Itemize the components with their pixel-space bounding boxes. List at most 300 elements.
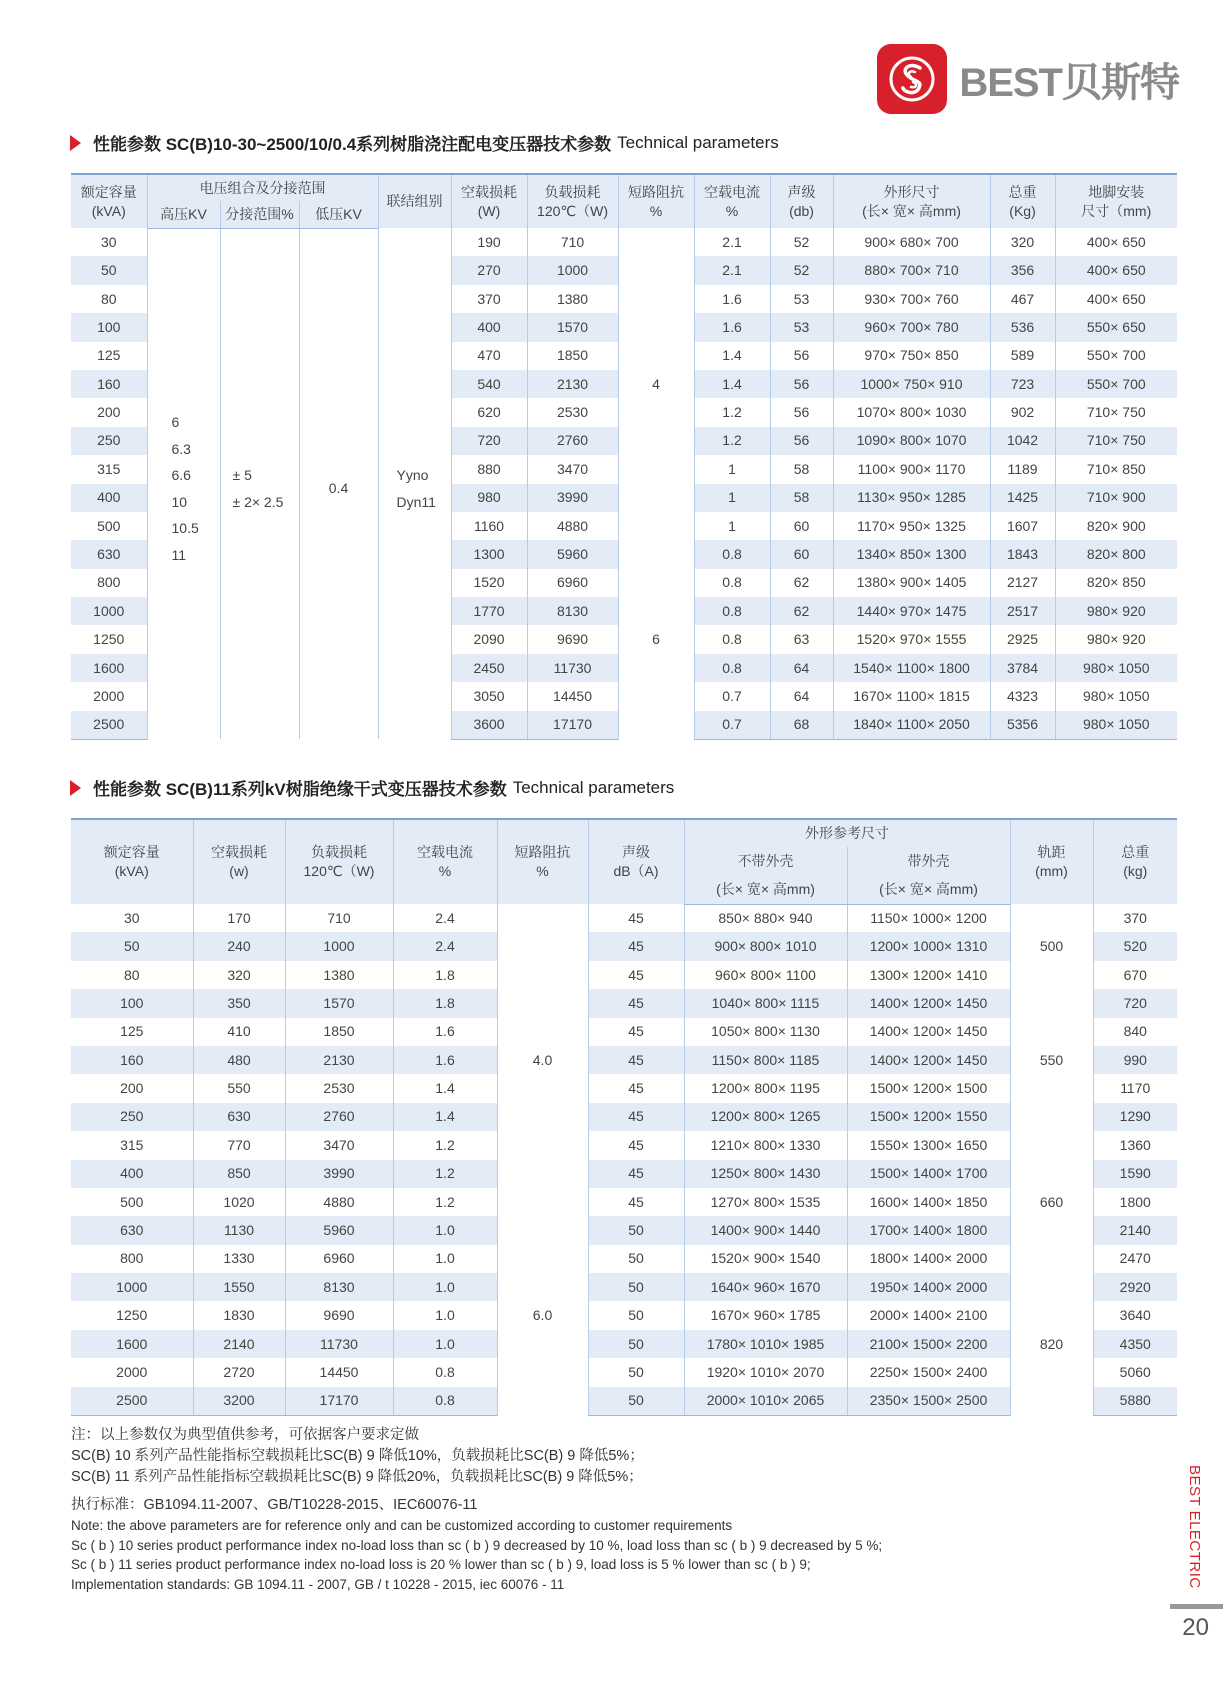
cell-noload: 470 (451, 342, 527, 370)
cell-foot: 980× 1050 (1055, 682, 1177, 710)
tap-value: ± 5 (232, 467, 252, 484)
cell-load: 2130 (527, 370, 618, 398)
cell-current: 0.8 (393, 1358, 497, 1386)
cell-noload: 320 (193, 961, 285, 989)
cell-current: 0.8 (393, 1387, 497, 1415)
triangle-bullet-icon (70, 780, 81, 796)
cell-current: 1 (694, 484, 770, 512)
cell-sound: 53 (770, 313, 833, 341)
cell-current: 1.2 (694, 398, 770, 426)
cell-noload: 880 (451, 455, 527, 483)
cell-sound: 53 (770, 285, 833, 313)
cell-noload: 770 (193, 1131, 285, 1159)
cell-dimensions: 1340× 850× 1300 (833, 540, 990, 568)
cell-no-case: 1250× 800× 1430 (684, 1160, 847, 1188)
cell-dimensions: 1670× 1100× 1815 (833, 682, 990, 710)
logo-mark-icon (877, 44, 947, 114)
tap-value: ± 2× 2.5 (232, 493, 284, 510)
cell-noload: 480 (193, 1046, 285, 1074)
cell-tap-values (220, 228, 299, 739)
cell-with-case: 1500× 1200× 1550 (847, 1103, 1010, 1131)
cell-weight: 2140 (1093, 1216, 1177, 1244)
cell-noload: 190 (451, 228, 527, 256)
cell-current: 1.8 (393, 989, 497, 1017)
cell-capacity: 630 (71, 540, 147, 568)
cell-noload: 2140 (193, 1330, 285, 1358)
cell-noload: 3200 (193, 1387, 285, 1415)
cell-foot: 710× 850 (1055, 455, 1177, 483)
cell-capacity: 1600 (71, 654, 147, 682)
header-with-case-unit: (长× 宽× 高mm) (847, 875, 1010, 904)
cell-sound: 68 (770, 711, 833, 739)
cell-no-case: 1920× 1010× 2070 (684, 1358, 847, 1386)
cell-noload: 2720 (193, 1358, 285, 1386)
cell-load: 3470 (527, 455, 618, 483)
cell-current: 0.8 (694, 654, 770, 682)
cell-with-case: 1600× 1400× 1850 (847, 1188, 1010, 1216)
cell-weight: 1607 (990, 512, 1055, 540)
header-sound: 声级 dB（A) (588, 819, 684, 904)
cell-current: 1.6 (393, 1046, 497, 1074)
cell-no-case: 900× 800× 1010 (684, 932, 847, 960)
cell-capacity: 160 (71, 370, 147, 398)
cell-impedance: 4.0 (497, 904, 588, 1216)
cell-capacity: 500 (97, 517, 121, 534)
cell-load: 2760 (527, 427, 618, 455)
cell-capacity: 50 (71, 256, 147, 284)
cell-load: 2760 (285, 1103, 393, 1131)
cell-current: 0.7 (694, 711, 770, 739)
cell-weight: 1800 (1093, 1188, 1177, 1216)
cell-current: 0.8 (694, 625, 770, 653)
cell-current: 1.4 (393, 1074, 497, 1102)
cell-no-case: 1640× 960× 1670 (684, 1273, 847, 1301)
note-standard: 执行标准：GB1094.11-2007、GB/T10228-2015、IEC60076-11 (71, 1497, 478, 1513)
cell-capacity: 500 (120, 1193, 144, 1210)
header-tap: 分接范围% (220, 201, 299, 228)
connection-value: Yyno (396, 467, 429, 484)
cell-weight: 1425 (990, 484, 1055, 512)
header-current: 空载电流 % (694, 174, 770, 228)
cell-dimensions: 970× 750× 850 (833, 342, 990, 370)
cell-sound: 45 (588, 1188, 684, 1216)
header-hv: 高压KV (147, 201, 220, 228)
cell-load: 1000 (285, 932, 393, 960)
cell-dimensions: 1540× 1100× 1800 (833, 654, 990, 682)
cell-load: 14450 (527, 682, 618, 710)
header-weight: 总重 (kg) (1093, 819, 1177, 904)
header-capacity: 额定容量 (kVA) (71, 819, 193, 904)
cell-dimensions: 1070× 800× 1030 (833, 398, 990, 426)
cell-sound: 58 (770, 455, 833, 483)
cell-weight: 840 (1093, 1018, 1177, 1046)
cell-noload: 1830 (193, 1301, 285, 1329)
cell-load: 8130 (527, 597, 618, 625)
cell-load: 9690 (285, 1301, 393, 1329)
cell-load: 710 (285, 904, 393, 932)
cell-with-case: 1400× 1200× 1450 (847, 989, 1010, 1017)
cell-sound: 45 (588, 1074, 684, 1102)
cell-noload: 1020 (193, 1188, 285, 1216)
cell-impedance: 6.0 (497, 1216, 588, 1415)
cell-weight: 1360 (1093, 1131, 1177, 1159)
cell-foot: 980× 920 (1055, 625, 1177, 653)
note-cn-3: SC(B) 11 系列产品性能指标空载损耗比SC(B) 9 降低20%，负载损耗比SC(B) 9 降低5%； (71, 1469, 643, 1485)
cell-noload: 540 (451, 370, 527, 398)
cell-load: 2530 (285, 1074, 393, 1102)
cell-foot: 980× 1050 (1055, 654, 1177, 682)
cell-current: 1.6 (694, 285, 770, 313)
cell-capacity: 100 (71, 313, 147, 341)
cell-current: 1.0 (393, 1216, 497, 1244)
cell-dimensions: 1130× 950× 1285 (833, 484, 990, 512)
cell-load: 1570 (285, 989, 393, 1017)
section1-title (70, 130, 779, 155)
header-gauge: 轨距 (mm) (1010, 819, 1093, 904)
cell-with-case: 1300× 1200× 1410 (847, 961, 1010, 989)
cell-current: 1.8 (393, 961, 497, 989)
cell-current: 1.0 (393, 1330, 497, 1358)
cell-current: 2.1 (694, 228, 770, 256)
cell-with-case: 1400× 1200× 1450 (847, 1046, 1010, 1074)
cell-with-case: 1950× 1400× 2000 (847, 1273, 1010, 1301)
cell-current: 1.4 (694, 370, 770, 398)
cell-noload: 1770 (451, 597, 527, 625)
header-lv: 低压KV (299, 201, 378, 228)
cell-current: 1.0 (393, 1245, 497, 1273)
cell-foot: 980× 920 (1055, 597, 1177, 625)
cell-capacity: 1600 (71, 1330, 193, 1358)
cell-sound: 50 (588, 1358, 684, 1386)
sc10-parameters-table (71, 173, 1177, 740)
cell-noload: 980 (451, 484, 527, 512)
cell-capacity: 1000 (71, 597, 147, 625)
cell-noload: 1160 (451, 512, 527, 540)
cell-impedance: 6 (618, 540, 694, 739)
cell-load: 11730 (285, 1330, 393, 1358)
cell-foot: 400× 650 (1055, 285, 1177, 313)
brand-name: BEST贝斯特 (959, 60, 1179, 105)
cell-weight: 370 (1093, 904, 1177, 932)
cell-weight: 2920 (1093, 1273, 1177, 1301)
cell-weight: 990 (1093, 1046, 1177, 1074)
hv-value: 6 (171, 414, 180, 431)
hv-value: 11 (171, 546, 187, 563)
cell-weight: 320 (990, 228, 1055, 256)
cell-foot: 550× 700 (1055, 370, 1177, 398)
cell-sound: 58 (770, 484, 833, 512)
hv-value: 10 (171, 493, 188, 510)
cell-weight: 1290 (1093, 1103, 1177, 1131)
cell-sound: 56 (770, 427, 833, 455)
cell-load: 17170 (527, 711, 618, 739)
cell-sound: 45 (588, 1131, 684, 1159)
cell-load: 1000 (527, 256, 618, 284)
cell-capacity: 160 (71, 1046, 193, 1074)
header-voltage-group: 电压组合及分接范围 (147, 174, 378, 201)
cell-weight: 4350 (1093, 1330, 1177, 1358)
cell-noload: 1130 (193, 1216, 285, 1244)
header-connection: 联结组别 (378, 174, 451, 228)
cell-weight: 3640 (1093, 1301, 1177, 1329)
cell-load: 3990 (527, 484, 618, 512)
cell-with-case: 1400× 1200× 1450 (847, 1018, 1010, 1046)
cell-foot: 710× 750 (1055, 398, 1177, 426)
header-noload: 空载损耗 (W) (451, 174, 527, 228)
notes-block (71, 1425, 882, 1594)
cell-no-case: 1040× 800× 1115 (684, 989, 847, 1017)
cell-weight: 1170 (1093, 1074, 1177, 1102)
cell-noload: 2090 (451, 625, 527, 653)
cell-noload: 270 (451, 256, 527, 284)
cell-weight: 2127 (990, 569, 1055, 597)
cell-weight: 720 (1093, 989, 1177, 1017)
cell-current: 1 (694, 455, 770, 483)
cell-dimensions: 1090× 800× 1070 (833, 427, 990, 455)
cell-noload: 3050 (451, 682, 527, 710)
cell-sound: 45 (588, 904, 684, 932)
cell-capacity: 1000 (71, 1273, 193, 1301)
header-no-case: 不带外壳 (684, 847, 847, 875)
cell-gauge: 820 (1010, 1273, 1093, 1415)
cell-load: 2130 (285, 1046, 393, 1074)
cell-load: 1850 (527, 342, 618, 370)
note-cn-2: SC(B) 10 系列产品性能指标空载损耗比SC(B) 9 降低10%，负载损耗比SC(B) 9 降低5%； (71, 1448, 644, 1464)
cell-hv-values (147, 228, 220, 739)
cell-current: 1.4 (393, 1103, 497, 1131)
cell-noload: 1330 (193, 1245, 285, 1273)
cell-current: 1.6 (393, 1018, 497, 1046)
cell-noload: 1520 (451, 569, 527, 597)
cell-dimensions: 1380× 900× 1405 (833, 569, 990, 597)
cell-dimensions: 880× 700× 710 (833, 256, 990, 284)
cell-no-case: 1400× 900× 1440 (684, 1216, 847, 1244)
cell-load: 1380 (285, 961, 393, 989)
cell-weight: 589 (990, 342, 1055, 370)
cell-foot: 710× 750 (1055, 427, 1177, 455)
cell-dimensions: 1170× 950× 1325 (833, 512, 990, 540)
cell-with-case: 1500× 1200× 1500 (847, 1074, 1010, 1102)
cell-dimensions: 1520× 970× 1555 (833, 625, 990, 653)
cell-weight: 4323 (990, 682, 1055, 710)
cell-weight: 356 (990, 256, 1055, 284)
cell-current: 2.1 (694, 256, 770, 284)
cell-dimensions: 1840× 1100× 2050 (833, 711, 990, 739)
cell-load: 1380 (527, 285, 618, 313)
header-no-case-unit: (长× 宽× 高mm) (684, 875, 847, 904)
note-cn-1: 注：以上参数仅为典型值供参考，可依据客户要求定做 (71, 1427, 419, 1443)
note-en-3: Sc ( b ) 11 series product performance index no-load loss is 20 % lower than sc ( b ) 9, load loss is 5 % lower than sc ( b ) 9; (71, 1557, 811, 1572)
cell-current: 0.8 (694, 569, 770, 597)
cell-load: 5960 (527, 540, 618, 568)
section2-title-cn: 性能参数 SC(B)11系列kV树脂绝缘干式变压器技术参数 (93, 780, 507, 799)
cell-weight: 1843 (990, 540, 1055, 568)
cell-load: 6960 (527, 569, 618, 597)
cell-connection (378, 228, 451, 739)
header-impedance: 短路阻抗 % (497, 819, 588, 904)
cell-weight: 5880 (1093, 1387, 1177, 1415)
cell-foot: 550× 700 (1055, 342, 1177, 370)
cell-no-case: 1520× 900× 1540 (684, 1245, 847, 1273)
cell-with-case: 1700× 1400× 1800 (847, 1216, 1010, 1244)
cell-sound: 45 (588, 932, 684, 960)
cell-current: 0.8 (694, 597, 770, 625)
cell-load: 11730 (527, 654, 618, 682)
cell-no-case: 1210× 800× 1330 (684, 1131, 847, 1159)
cell-load: 6960 (285, 1245, 393, 1273)
cell-noload: 620 (451, 398, 527, 426)
table-row (71, 1131, 1177, 1159)
cell-current: 1.2 (393, 1160, 497, 1188)
cell-weight: 2470 (1093, 1245, 1177, 1273)
hv-value: 10.5 (171, 520, 199, 537)
cell-capacity: 315 (120, 1136, 144, 1153)
cell-with-case: 2250× 1500× 2400 (847, 1358, 1010, 1386)
cell-load: 3990 (285, 1160, 393, 1188)
cell-foot: 550× 650 (1055, 313, 1177, 341)
header-current: 空载电流 % (393, 819, 497, 904)
cell-foot: 400× 650 (1055, 256, 1177, 284)
triangle-bullet-icon (70, 135, 81, 151)
cell-sound: 50 (588, 1301, 684, 1329)
header-foot: 地脚安装 尺寸（mm) (1055, 174, 1177, 228)
cell-capacity: 2500 (71, 1387, 193, 1415)
cell-load: 3470 (285, 1131, 393, 1159)
note-en-1: Note: the above parameters are for reference only and can be customized according to customer requirements (71, 1518, 733, 1533)
note-en-2: Sc ( b ) 10 series product performance index no-load loss than sc ( b ) 9 decreased by 10 %, load loss than sc ( b ) 9 decreased by 5 %; (71, 1537, 883, 1553)
cell-with-case: 2100× 1500× 2200 (847, 1330, 1010, 1358)
cell-current: 2.4 (393, 904, 497, 932)
cell-capacity: 100 (71, 989, 193, 1017)
cell-sound: 62 (770, 597, 833, 625)
header-with-case: 带外壳 (847, 847, 1010, 875)
cell-with-case: 1550× 1300× 1650 (847, 1131, 1010, 1159)
connection-value: Dyn11 (396, 493, 436, 510)
cell-capacity: 125 (120, 1023, 144, 1040)
cell-capacity: 800 (97, 574, 121, 591)
cell-capacity: 250 (71, 427, 147, 455)
header-capacity: 额定容量 (kVA) (71, 174, 147, 228)
cell-sound: 60 (770, 540, 833, 568)
cell-current: 2.4 (393, 932, 497, 960)
cell-weight: 5060 (1093, 1358, 1177, 1386)
section1-title-en: Technical parameters (617, 132, 779, 152)
cell-impedance: 4 (618, 228, 694, 540)
cell-sound: 50 (588, 1273, 684, 1301)
cell-capacity: 200 (97, 404, 121, 421)
page-number: 20 (1182, 1614, 1209, 1641)
cell-load: 4880 (285, 1188, 393, 1216)
cell-no-case: 1270× 800× 1535 (684, 1188, 847, 1216)
cell-capacity: 50 (71, 932, 193, 960)
cell-sound: 45 (588, 961, 684, 989)
cell-foot: 820× 850 (1055, 569, 1177, 597)
cell-sound: 50 (588, 1216, 684, 1244)
cell-dimensions: 1100× 900× 1170 (833, 455, 990, 483)
cell-noload: 3600 (451, 711, 527, 739)
cell-weight: 3784 (990, 654, 1055, 682)
cell-noload: 720 (451, 427, 527, 455)
cell-capacity: 30 (100, 233, 117, 250)
cell-with-case: 1500× 1400× 1700 (847, 1160, 1010, 1188)
side-brand-label: BEST ELECTRIC (1186, 1465, 1203, 1589)
cell-capacity: 400 (71, 1160, 193, 1188)
cell-no-case: 1150× 800× 1185 (684, 1046, 847, 1074)
cell-load: 17170 (285, 1387, 393, 1415)
cell-gauge: 500 (1010, 904, 1093, 989)
cell-weight: 1189 (990, 455, 1055, 483)
cell-no-case: 960× 800× 1100 (684, 961, 847, 989)
table-row (71, 989, 1177, 1017)
cell-sound: 45 (588, 989, 684, 1017)
note-en-4: Implementation standards: GB 1094.11 - 2007, GB / t 10228 - 2015, iec 60076 - 11 (71, 1576, 565, 1592)
table-row (71, 904, 1177, 932)
header-load: 负载损耗 120℃（W) (285, 819, 393, 904)
cell-noload: 1300 (451, 540, 527, 568)
cell-no-case: 1200× 800× 1195 (684, 1074, 847, 1102)
cell-weight: 723 (990, 370, 1055, 398)
cell-capacity: 400 (71, 484, 147, 512)
cell-noload: 550 (193, 1074, 285, 1102)
cell-capacity: 630 (71, 1216, 193, 1244)
cell-sound: 45 (588, 1046, 684, 1074)
cell-weight: 5356 (990, 711, 1055, 739)
cell-with-case: 2350× 1500× 2500 (847, 1387, 1010, 1415)
cell-no-case: 1050× 800× 1130 (684, 1018, 847, 1046)
cell-sound: 45 (588, 1160, 684, 1188)
cell-no-case: 2000× 1010× 2065 (684, 1387, 847, 1415)
cell-noload: 410 (193, 1018, 285, 1046)
cell-capacity: 125 (97, 347, 121, 364)
cell-capacity: 30 (123, 909, 140, 926)
cell-load: 4880 (527, 512, 618, 540)
cell-sound: 50 (588, 1330, 684, 1358)
cell-weight: 902 (990, 398, 1055, 426)
cell-sound: 56 (770, 342, 833, 370)
cell-current: 1.2 (393, 1131, 497, 1159)
cell-dimensions: 930× 700× 760 (833, 285, 990, 313)
cell-dimensions: 1000× 750× 910 (833, 370, 990, 398)
cell-current: 1.6 (694, 313, 770, 341)
hv-value: 6.6 (171, 467, 191, 484)
cell-capacity: 250 (71, 1103, 193, 1131)
cell-capacity: 1250 (116, 1307, 148, 1324)
cell-load: 14450 (285, 1358, 393, 1386)
section2-title-en: Technical parameters (512, 777, 675, 797)
cell-sound: 62 (770, 569, 833, 597)
page-number-bar (1170, 1604, 1223, 1609)
cell-capacity: 2000 (116, 1364, 148, 1380)
cell-sound: 45 (588, 1103, 684, 1131)
cell-with-case: 1800× 1400× 2000 (847, 1245, 1010, 1273)
cell-weight: 520 (1093, 932, 1177, 960)
cell-load: 1850 (285, 1018, 393, 1046)
cell-with-case: 1200× 1000× 1310 (847, 932, 1010, 960)
cell-weight: 2925 (990, 625, 1055, 653)
cell-capacity: 80 (123, 966, 140, 983)
cell-with-case: 2000× 1400× 2100 (847, 1301, 1010, 1329)
cell-sound: 64 (770, 682, 833, 710)
cell-sound: 52 (770, 256, 833, 284)
header-impedance: 短路阻抗 % (618, 174, 694, 228)
sc11-parameters-table (71, 818, 1177, 1416)
cell-sound: 50 (588, 1387, 684, 1415)
cell-sound: 64 (770, 654, 833, 682)
cell-load: 710 (527, 228, 618, 256)
cell-gauge: 660 (1010, 1131, 1093, 1273)
cell-weight: 536 (990, 313, 1055, 341)
header-weight: 总重 (Kg) (990, 174, 1055, 228)
